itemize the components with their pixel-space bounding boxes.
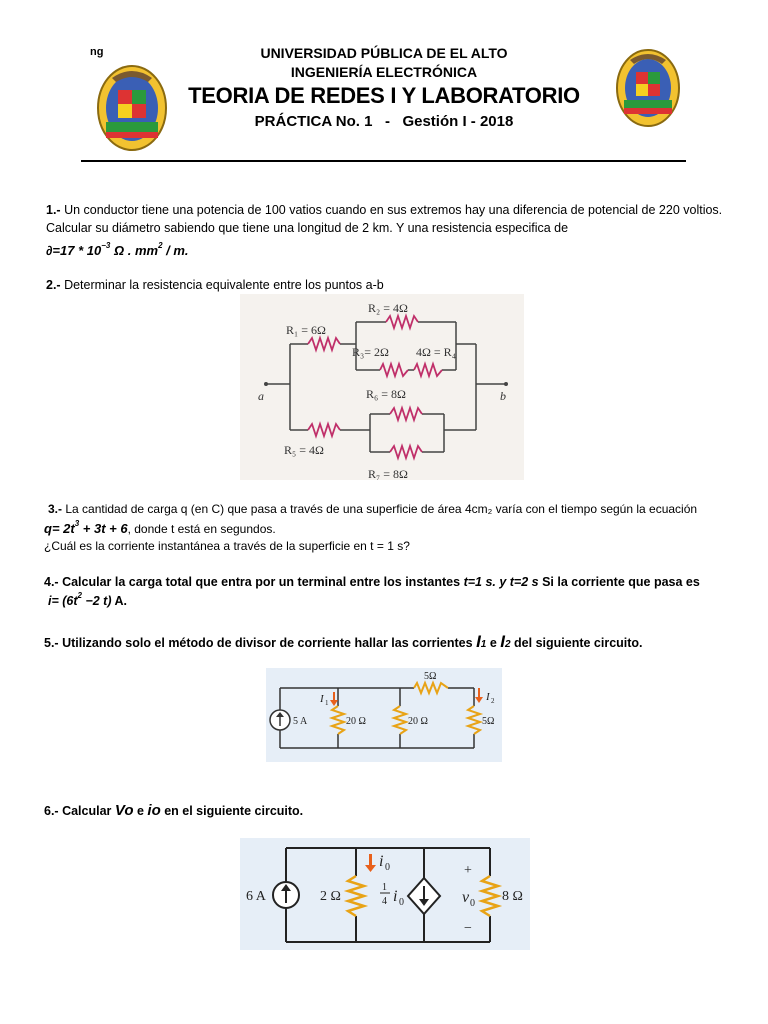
circuit-1 <box>240 294 524 480</box>
problem-3-question: ¿Cuál es la corriente instantánea a través de la superficie en t = 1 s? <box>44 539 410 553</box>
label-r4: 4Ω = R₄ <box>416 345 456 359</box>
vo-sub: 0 <box>470 898 475 909</box>
io-label: i <box>379 853 384 870</box>
problem-2-text: Determinar la resistencia equivalente entre los puntos a-b <box>60 278 384 292</box>
problem-4-number: 4.- <box>44 575 59 589</box>
dep-num: 1 <box>382 882 387 893</box>
problem-6-text: Calcular <box>58 804 115 818</box>
source-6a-label: 6 A <box>246 889 266 904</box>
problem-4-formula-line <box>48 592 728 610</box>
node-a: a <box>258 389 264 403</box>
problem-5 <box>44 633 724 654</box>
node-b: b <box>500 389 506 403</box>
problem-4-text: Calcular la carga total que entra por un terminal entre los instantes <box>58 575 464 589</box>
problem-5-text-2: del siguiente circuito. <box>510 636 643 650</box>
problem-5-and: e <box>486 636 501 650</box>
i1-sub: 1 <box>325 699 329 707</box>
course-title: TEORIA DE REDES I Y LABORATORIO <box>188 83 580 108</box>
minus-sign: − <box>464 921 472 936</box>
problem-3-formula-line <box>44 520 724 538</box>
label-r6: R₆ = 8Ω <box>366 387 406 401</box>
problem-4-text-2: Si la corriente que pasa es <box>538 575 700 589</box>
i2-sub: 2 <box>491 697 495 705</box>
corner-text: ng <box>90 46 104 58</box>
problem-3-text-2: , donde t está en segundos. <box>127 522 276 536</box>
r-a-label: 20 Ω <box>346 716 366 727</box>
career-name: INGENIERÍA ELECTRÓNICA <box>290 64 478 80</box>
practice-title: PRÁCTICA No. 1 - Gestión I - 2018 <box>254 113 514 130</box>
problem-2 <box>46 276 726 294</box>
formula-3b: + 3t + 6 <box>79 521 128 536</box>
formula-1-exp1: −3 <box>101 241 111 250</box>
problem-1-formula <box>46 242 726 260</box>
i1-label: I <box>320 693 324 705</box>
formula-1c: / m. <box>162 243 189 258</box>
formula-3-exp: 3 <box>74 519 80 528</box>
dep-var: i <box>393 888 398 905</box>
problem-1-number: 1.- <box>46 203 61 217</box>
problem-1-text: Un conductor tiene una potencia de 100 vatios cuando en sus extremos hay una diferencia de potencial de 220 voltios. Calcular su diámetro sabiendo que tiene una longitud de 2 km. Y una resistencia especifica de <box>46 203 723 235</box>
problem-6-io: io <box>147 802 161 819</box>
r1-label: 2 Ω <box>320 889 341 904</box>
circuit-3 <box>240 838 530 950</box>
label-r5: R₅ = 4Ω <box>284 443 324 457</box>
problem-6-text-2: en el siguiente circuito. <box>160 804 304 818</box>
problem-5-i1-sub: 1 <box>480 639 487 650</box>
i2-label: I <box>486 691 490 703</box>
circuit-2 <box>266 668 502 762</box>
formula-3a: q= 2t <box>44 521 75 536</box>
label-r7: R₇ = 8Ω <box>368 467 408 480</box>
vo-label: v <box>462 889 470 906</box>
problem-5-i2-sub: 2 <box>505 639 511 650</box>
formula-4-unit: A. <box>111 594 128 608</box>
problem-5-i2: I <box>500 632 505 651</box>
label-r2: R₂ = 4Ω <box>368 301 408 315</box>
source-label: 5 A <box>293 716 308 727</box>
formula-1a: ∂=17 * 10 <box>46 243 102 258</box>
problem-6 <box>44 802 724 820</box>
r-top-label: 5Ω <box>424 671 437 682</box>
header-divider <box>81 160 686 162</box>
university-name: UNIVERSIDAD PÚBLICA DE EL ALTO <box>260 45 508 61</box>
r2-label: 8 Ω <box>502 889 523 904</box>
problem-1 <box>46 201 726 237</box>
problem-5-text: Utilizando solo el método de divisor de corriente hallar las corrientes <box>58 636 477 650</box>
problem-6-vo: Vo <box>114 802 134 819</box>
io-sub: 0 <box>385 862 390 873</box>
r-c-label: 5Ω <box>482 716 495 727</box>
problem-6-number: 6.- <box>44 804 59 818</box>
dep-sub: 0 <box>399 897 404 908</box>
formula-4-exp: 2 <box>77 591 82 600</box>
label-r3: R₃= 2Ω <box>352 345 389 359</box>
formula-4a: i= (6t <box>48 594 78 608</box>
label-r1: R₁ = 6Ω <box>286 323 326 337</box>
problem-2-number: 2.- <box>46 278 61 292</box>
formula-1-exp2: 2 <box>158 241 163 250</box>
problem-5-number: 5.- <box>44 636 59 650</box>
problem-5-i1: I <box>476 632 481 651</box>
problem-6-and: e <box>133 804 148 818</box>
problem-3-text: La cantidad de carga q (en C) que pasa a través de una superficie de área 4cm₂ varía con el tiempo según la ecuación <box>62 502 698 516</box>
problem-4-times: t=1 s. y t=2 s <box>463 575 539 589</box>
dep-den: 4 <box>382 896 387 907</box>
problem-3 <box>48 500 728 518</box>
plus-sign: + <box>464 863 472 878</box>
r-b-label: 20 Ω <box>408 716 428 727</box>
formula-4b: −2 t) <box>81 594 112 608</box>
problem-4 <box>44 573 724 591</box>
problem-3-number: 3.- <box>48 502 63 516</box>
formula-1b: Ω . mm <box>110 243 159 258</box>
